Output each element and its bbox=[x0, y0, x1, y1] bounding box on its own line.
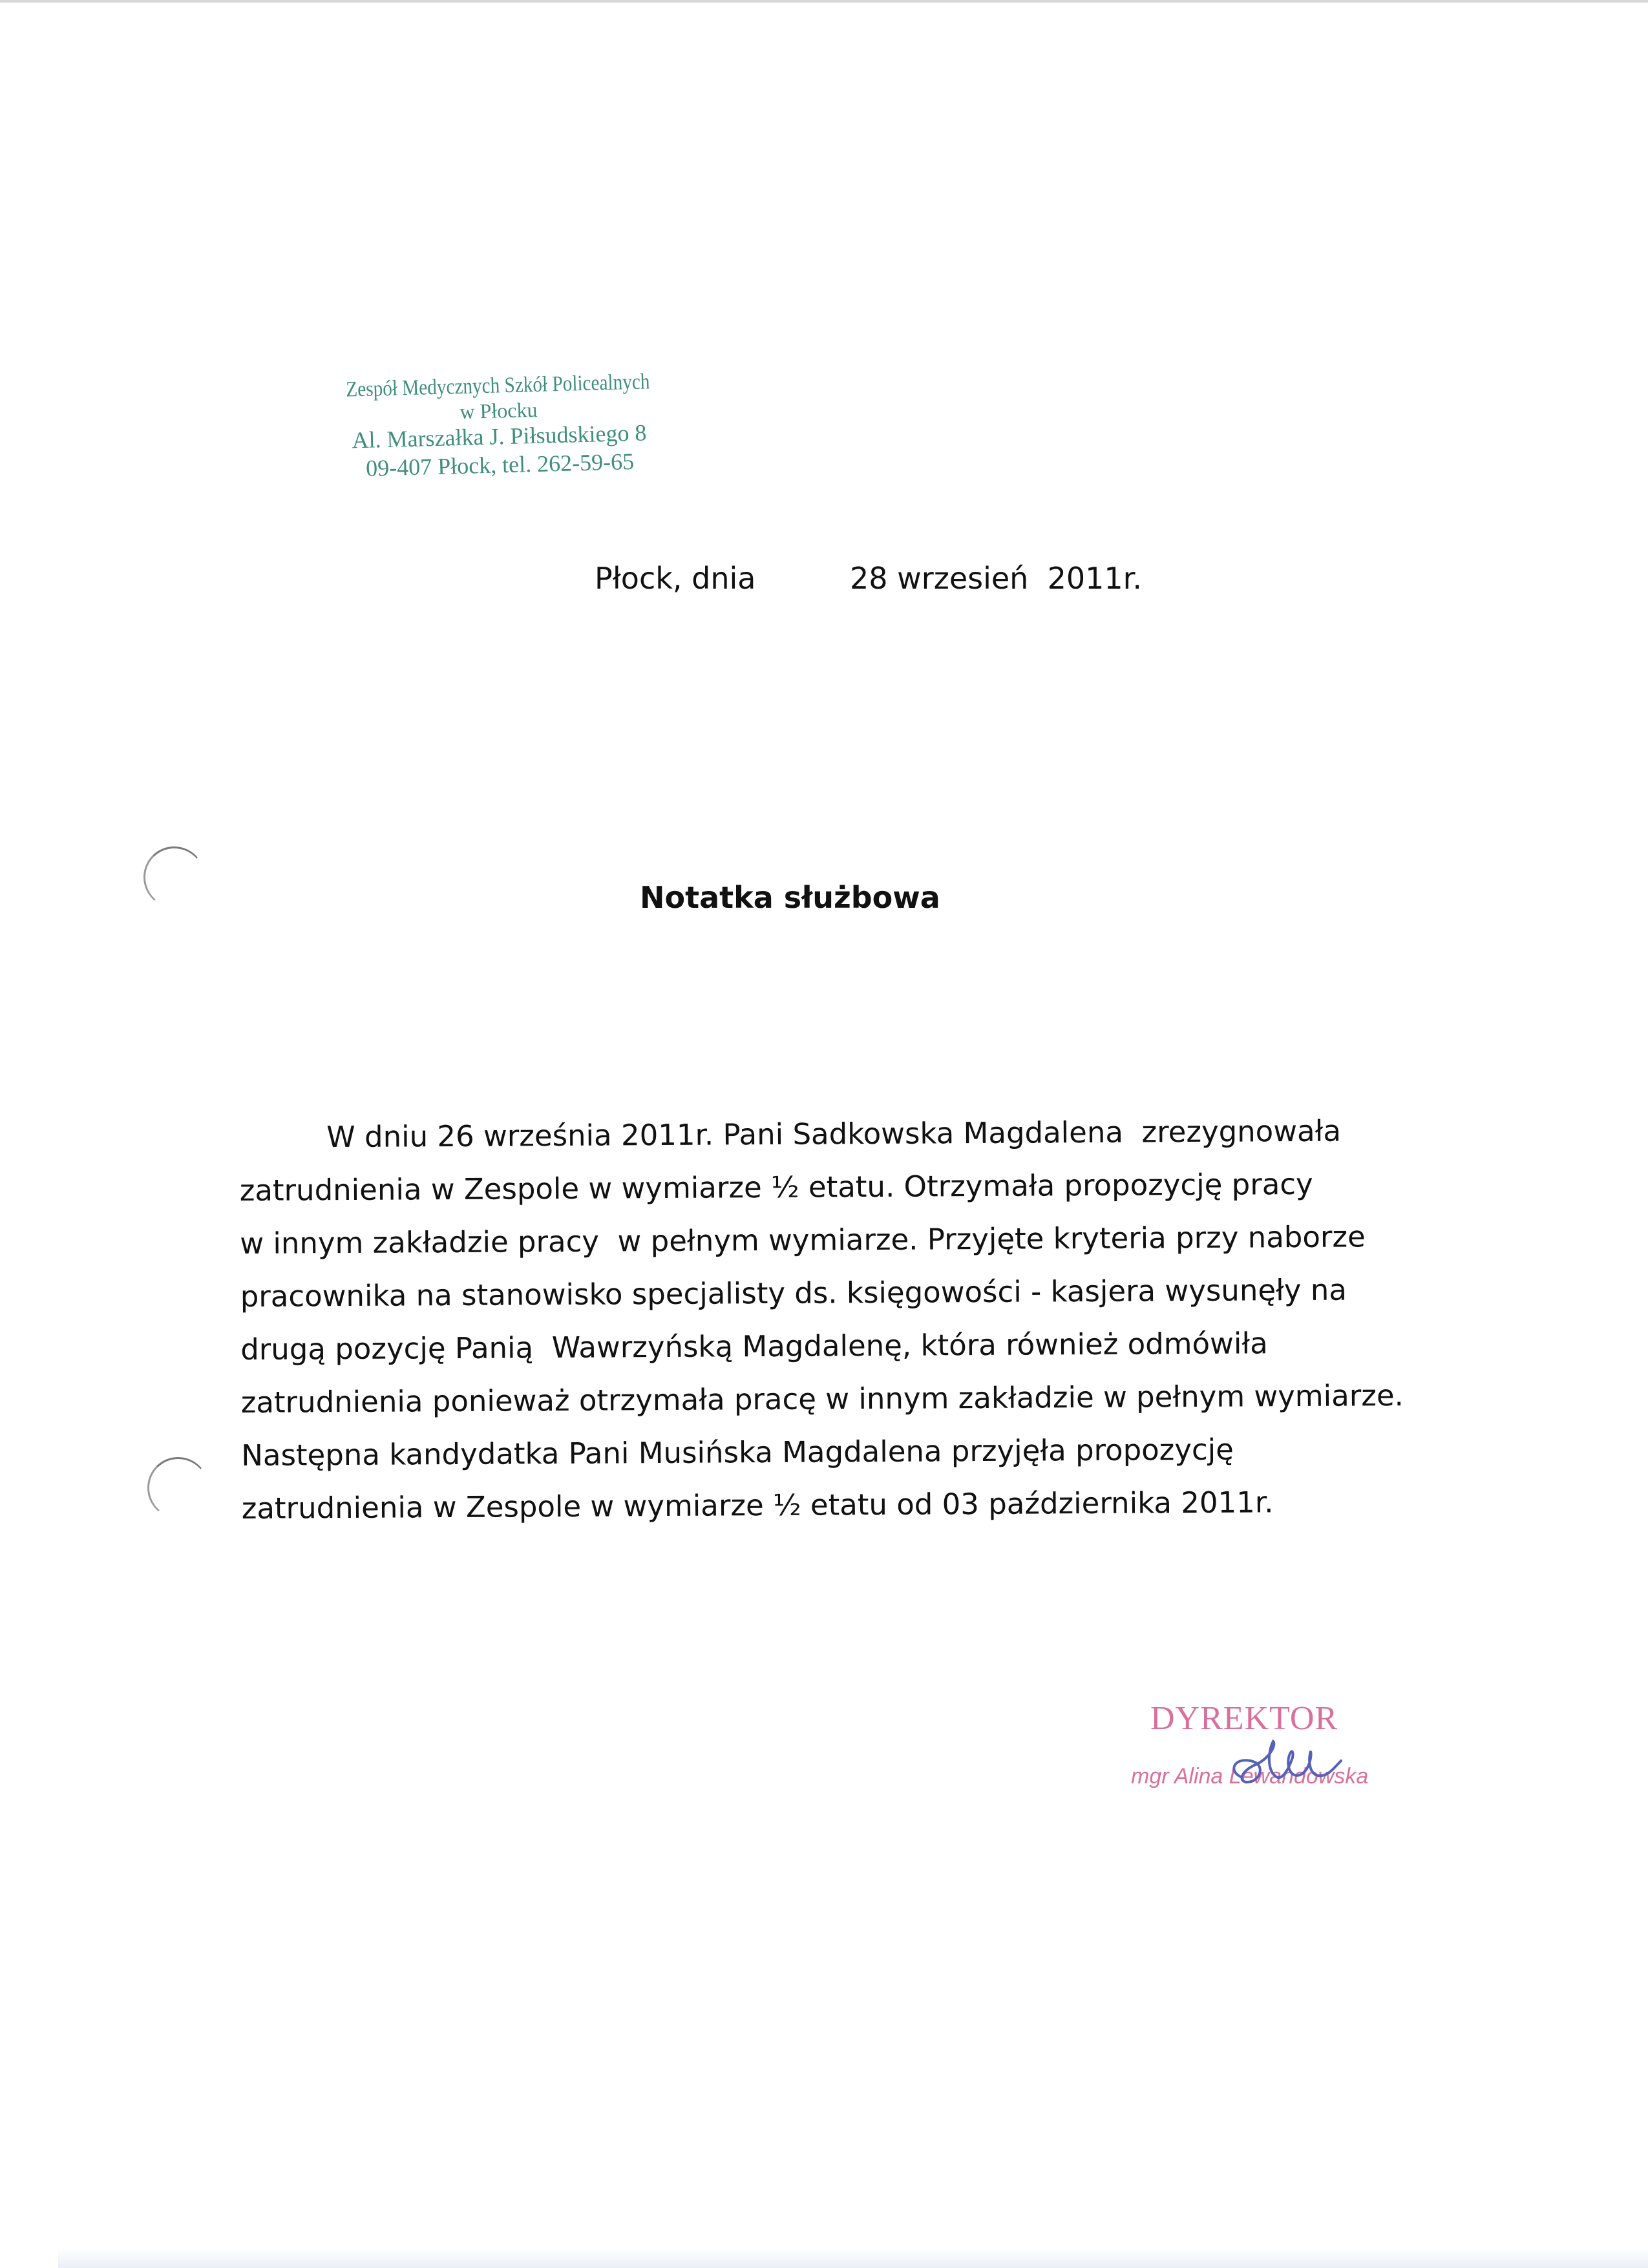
stamp-line-4: 09-407 Płock, tel. 262-59-65 bbox=[365, 448, 635, 481]
stamp-line-2: w Płocku bbox=[459, 397, 538, 423]
handwritten-signature bbox=[1221, 1732, 1351, 1790]
date-value: 28 wrzesień 2011r. bbox=[850, 561, 1142, 596]
body-paragraph bbox=[239, 1104, 1495, 1535]
body-line: W dniu 26 września 2011r. Pani Sadkowska Magdalena zrezygnowała bbox=[326, 1113, 1342, 1155]
body-line: zatrudnienia w Zespole w wymiarze ½ etatu. Otrzymała propozycję pracy bbox=[239, 1166, 1313, 1208]
scan-edge-bottom bbox=[58, 2249, 1648, 2268]
body-line: pracownika na stanowisko specjalisty ds. księgowości - kasjera wysunęły na bbox=[240, 1272, 1347, 1314]
director-name: mgr Alina Lewandowska bbox=[1131, 1764, 1369, 1789]
punch-hole-top bbox=[143, 846, 205, 908]
body-line: w innym zakładzie pracy w pełnym wymiarze. Przyjęte kryteria przy naborze bbox=[240, 1219, 1366, 1261]
document-title: Notatka służbowa bbox=[640, 880, 940, 915]
stamp-line-1: Zespół Medycznych Szkół Policealnych bbox=[345, 370, 650, 402]
body-line: drugą pozycję Panią Wawrzyńską Magdalenę, która również odmówiła bbox=[240, 1326, 1268, 1367]
institution-stamp bbox=[310, 368, 688, 484]
date-line bbox=[595, 561, 1142, 596]
body-line: Następna kandydatka Pani Musińska Magdalena przyjęła propozycję bbox=[241, 1432, 1234, 1473]
director-stamp bbox=[1125, 1699, 1396, 1809]
body-line: zatrudnienia ponieważ otrzymała pracę w innym zakładzie w pełnym wymiarze. bbox=[240, 1378, 1404, 1420]
stamp-line-3: Al. Marszałka J. Piłsudskiego 8 bbox=[352, 419, 647, 454]
punch-hole-bottom bbox=[147, 1457, 209, 1518]
date-place: Płock, dnia bbox=[595, 561, 756, 596]
director-title: DYREKTOR bbox=[1150, 1700, 1338, 1737]
body-line: zatrudnienia w Zespole w wymiarze ½ etatu od 03 października 2011r. bbox=[241, 1485, 1274, 1526]
scan-edge-top bbox=[0, 0, 1648, 3]
